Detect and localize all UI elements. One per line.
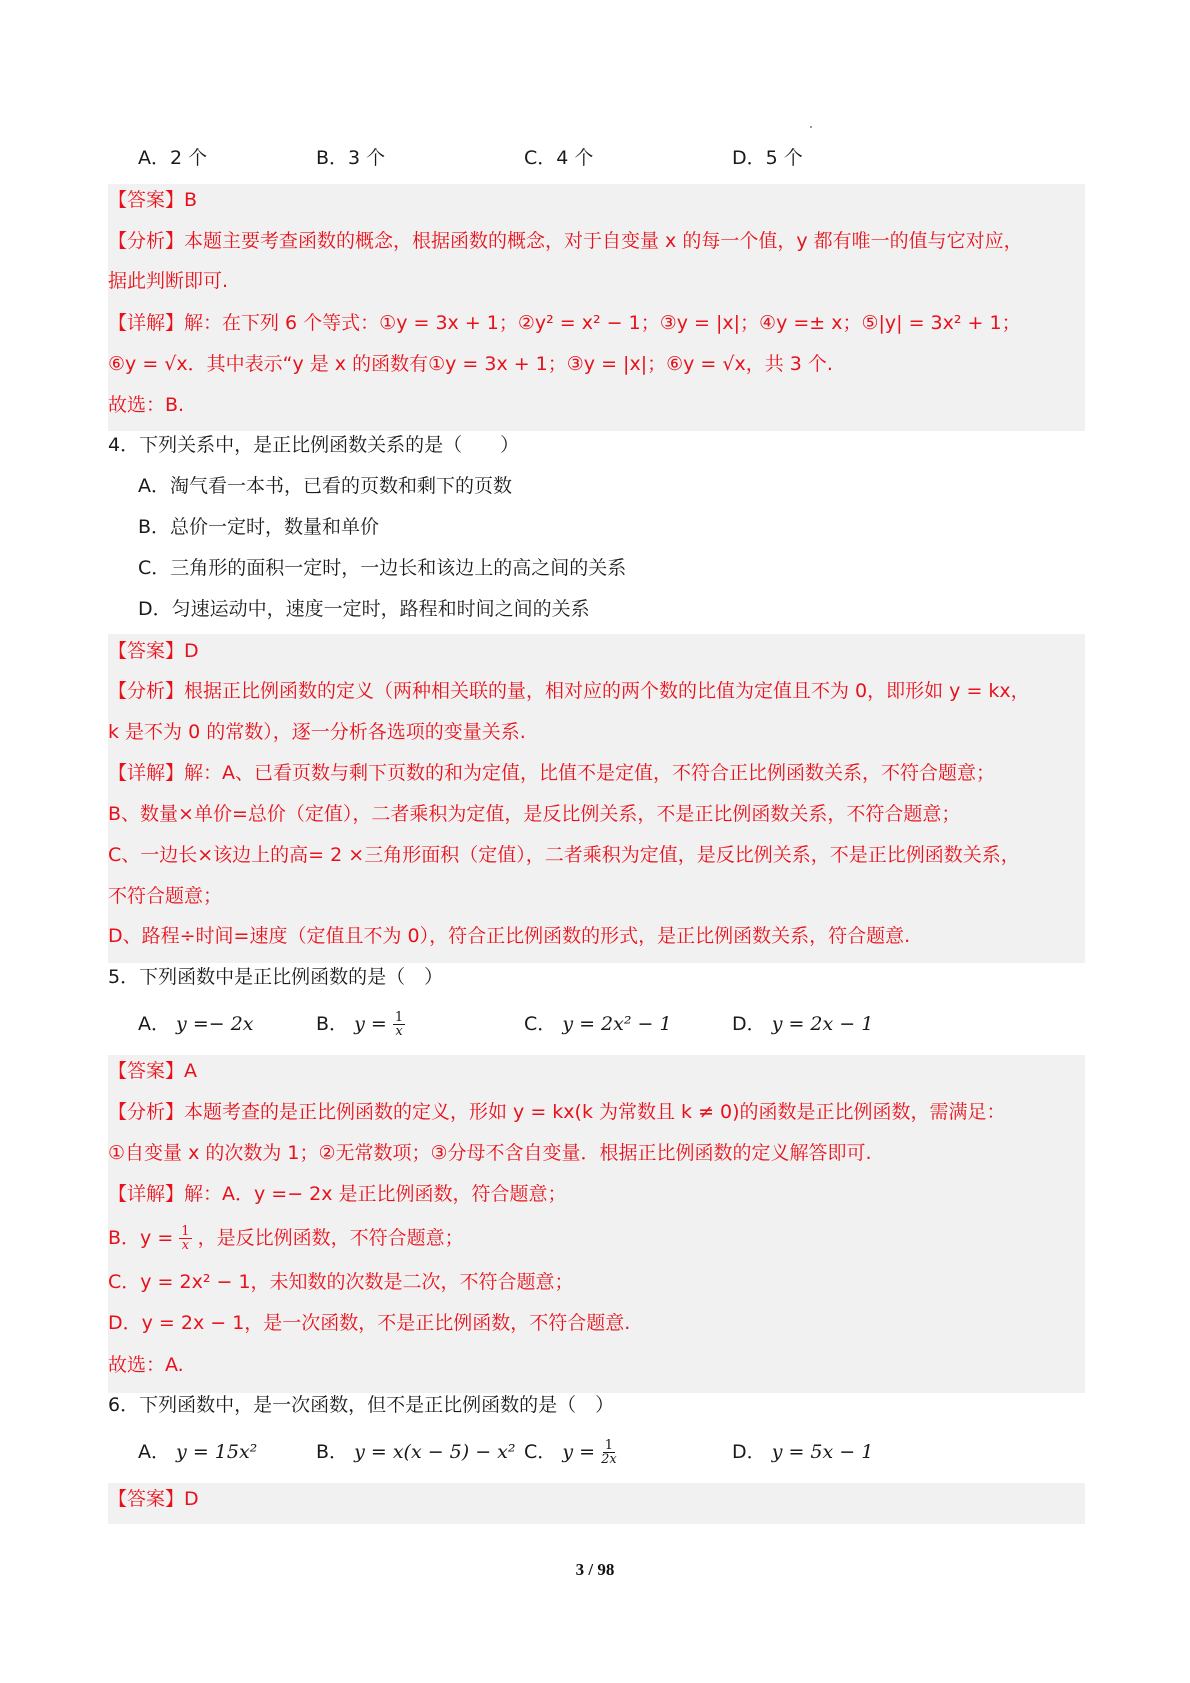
- q6-option-d-math: y = 5x − 1: [771, 1441, 874, 1463]
- q6-option-a: [138, 1438, 257, 1466]
- q6-option-c-math: y =: [562, 1441, 596, 1463]
- q3-option-c: C．4 个: [524, 147, 594, 169]
- q4-detail-line-1: 【详解】解：A、已看页数与剩下页数的和为定值，比值不是定值，不符合正比例函数关系，不符合题意；: [108, 762, 996, 784]
- q6-option-a-label: A．: [138, 1441, 170, 1463]
- q4-detail-line-5: D、路程÷时间=速度（定值且不为 0），符合正比例函数的形式，是正比例函数关系，符合题意.: [108, 925, 911, 947]
- q5-option-b-label: B．: [316, 1013, 349, 1035]
- fraction-denominator: x: [395, 1024, 403, 1039]
- q5-option-a-label: A．: [138, 1013, 170, 1035]
- q6-question: 6．下列函数中，是一次函数，但不是正比例函数的是（ ）: [108, 1394, 615, 1416]
- q5-option-c-label: C．: [524, 1013, 557, 1035]
- q4-option-a: A．淘气看一本书，已看的页数和剩下的页数: [138, 475, 512, 497]
- q5-detail-line-3: C．y = 2x² − 1，未知数的次数是二次，不符合题意；: [108, 1271, 574, 1293]
- q4-detail-line-3: C、一边长×该边上的高= 2 ×三角形面积（定值），二者乘积为定值，是反比例关系，不是正比例函数关系，: [108, 844, 1020, 866]
- q6-option-b: [316, 1438, 516, 1466]
- page-number: 3 / 98: [575, 1560, 615, 1579]
- fraction-denominator: x: [181, 1238, 190, 1253]
- stray-mark: [810, 126, 812, 128]
- q5-question: 5．下列函数中是正比例函数的是（ ）: [108, 966, 444, 988]
- q4-option-d: D．匀速运动中，速度一定时，路程和时间之间的关系: [138, 598, 590, 620]
- q5-option-a: [138, 1010, 254, 1038]
- q6-answer: 【答案】D: [108, 1488, 199, 1510]
- q4-detail-line-2: B、数量×单价=总价（定值），二者乘积为定值，是反比例关系，不是正比例函数关系，不符合题意；: [108, 803, 961, 825]
- q4-option-c: C．三角形的面积一定时，一边长和该边上的高之间的关系: [138, 557, 627, 579]
- q5-option-d: [732, 1010, 873, 1038]
- q6-option-b-label: B．: [316, 1441, 349, 1463]
- detail-b-prefix: B．y =: [108, 1227, 174, 1249]
- q5-choice: 故选：A.: [108, 1354, 184, 1376]
- q3-detail-line-2: ⑥y = √x．其中表示“y 是 x 的函数有①y = 3x + 1；③y = |x|；⑥y = √x，共 3 个.: [108, 353, 833, 375]
- q3-answer: 【答案】B: [108, 189, 198, 211]
- q5-analysis-line-2: ①自变量 x 的次数为 1；②无常数项；③分母不含自变量．根据正比例函数的定义解答即可.: [108, 1142, 872, 1164]
- q5-option-c-math: y = 2x² − 1: [562, 1013, 672, 1035]
- q6-option-c-fraction: [601, 1439, 617, 1466]
- q5-detail-line-2: [108, 1224, 464, 1252]
- fraction-numerator: 1: [181, 1224, 190, 1239]
- q5-answer: 【答案】A: [108, 1060, 197, 1082]
- detail-b-suffix: ，是反比例函数，不符合题意；: [197, 1227, 464, 1249]
- q3-analysis-line-2: 据此判断即可.: [108, 270, 229, 292]
- q6-option-d: [732, 1438, 873, 1466]
- q5-option-b: [316, 1010, 405, 1038]
- q6-answer-box: [108, 1483, 1085, 1524]
- q3-analysis-line-1: 【分析】本题主要考查函数的概念，根据函数的概念，对于自变量 x 的每一个值，y 都有唯一的值与它对应，: [108, 230, 1023, 252]
- fraction-numerator: 1: [604, 1438, 614, 1453]
- q6-option-b-math: y = x(x − 5) − x²: [354, 1441, 516, 1463]
- q5-option-d-math: y = 2x − 1: [771, 1013, 874, 1035]
- q3-answer-box: [108, 184, 1085, 431]
- q5-option-b-fraction: [393, 1011, 405, 1038]
- q5-option-b-math: y =: [354, 1013, 387, 1035]
- q3-option-a: A．2 个: [138, 147, 208, 169]
- q4-analysis-line-2: k 是不为 0 的常数），逐一分析各选项的变量关系.: [108, 721, 526, 743]
- q5-detail-line-4: D．y = 2x − 1，是一次函数，不是正比例函数，不符合题意.: [108, 1312, 631, 1334]
- q4-analysis-line-1: 【分析】根据正比例函数的定义（两种相关联的量，相对应的两个数的比值为定值且不为 0，即形如 y = kx，: [108, 680, 1030, 702]
- q6-option-a-math: y = 15x²: [176, 1441, 258, 1463]
- q4-option-b: B．总价一定时，数量和单价: [138, 516, 380, 538]
- q3-detail-line-1: 【详解】解：在下列 6 个等式：①y = 3x + 1；②y² = x² − 1；③y = |x|；④y =± x；⑤|y| = 3x² + 1；: [108, 312, 1021, 334]
- q3-option-d: D．5 个: [732, 147, 803, 169]
- detail-b-fraction: [179, 1225, 191, 1252]
- q6-option-c-label: C．: [524, 1441, 557, 1463]
- fraction-denominator: 2x: [601, 1452, 617, 1467]
- q5-option-a-math: y =− 2x: [176, 1013, 254, 1035]
- q5-detail-line-1: 【详解】解：A．y =− 2x 是正比例函数，符合题意；: [108, 1183, 567, 1205]
- q5-option-c: [524, 1010, 672, 1038]
- q6-option-d-label: D．: [732, 1441, 766, 1463]
- fraction-numerator: 1: [394, 1010, 404, 1025]
- q3-option-b: B．3 个: [316, 147, 386, 169]
- q5-analysis-line-1: 【分析】本题考查的是正比例函数的定义，形如 y = kx(k 为常数且 k ≠ 0)的函数是正比例函数，需满足：: [108, 1101, 1006, 1123]
- q4-detail-line-4: 不符合题意；: [108, 885, 223, 907]
- q4-answer: 【答案】D: [108, 640, 199, 662]
- q5-option-d-label: D．: [732, 1013, 766, 1035]
- q3-choice: 故选：B.: [108, 394, 185, 416]
- q4-question: 4．下列关系中，是正比例函数关系的是（ ）: [108, 434, 520, 456]
- q6-option-c: [524, 1438, 617, 1466]
